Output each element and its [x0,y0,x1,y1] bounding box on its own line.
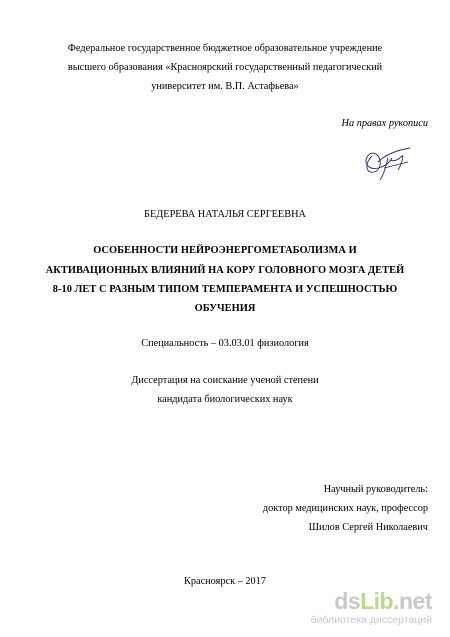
city-year: Красноярск – 2017 [184,576,266,587]
title-line-3: 8-10 ЛЕТ С РАЗНЫМ ТИПОМ ТЕМПЕРАМЕНТА И УСПЕШНОСТЬЮ [52,284,398,295]
institution-line-3: университет им. В.П. Астафьева» [151,81,299,92]
dslib-watermark [310,588,432,628]
dslib-logo: dsLib.net [334,588,432,614]
supervisor-label: Научный руководитель: [323,484,428,495]
manuscript-note: На правах рукописи [341,118,428,129]
title-line-4: ОБУЧЕНИЯ [194,303,256,314]
dissertation-line-2: кандидата биологических наук [157,394,293,405]
title-line-2: АКТИВАЦИОННЫХ ВЛИЯНИЙ НА КОРУ ГОЛОВНОГО МОЗГА ДЕТЕЙ [45,265,405,276]
signature-icon [358,140,416,184]
institution-line-2: высшего образования «Красноярский государственный педагогический [67,62,383,73]
specialty: Специальность – 03.03.01 физиология [141,338,309,349]
supervisor-degree: доктор медицинских наук, профессор [262,503,428,514]
institution-line-1: Федеральное государственное бюджетное образовательное учреждение [67,43,383,54]
dslib-subtitle: библиотека диссертаций [310,614,432,626]
author-name: БЕДЕРЕВА НАТАЛЬЯ СЕРГЕЕВНА [144,209,306,220]
supervisor-name: Шилов Сергей Николаевич [308,522,428,533]
dissertation-line-1: Диссертация на соискание ученой степени [131,375,319,386]
title-line-1: ОСОБЕННОСТИ НЕЙРОЭНЕРГОМЕТАБОЛИЗМА И [93,245,357,256]
